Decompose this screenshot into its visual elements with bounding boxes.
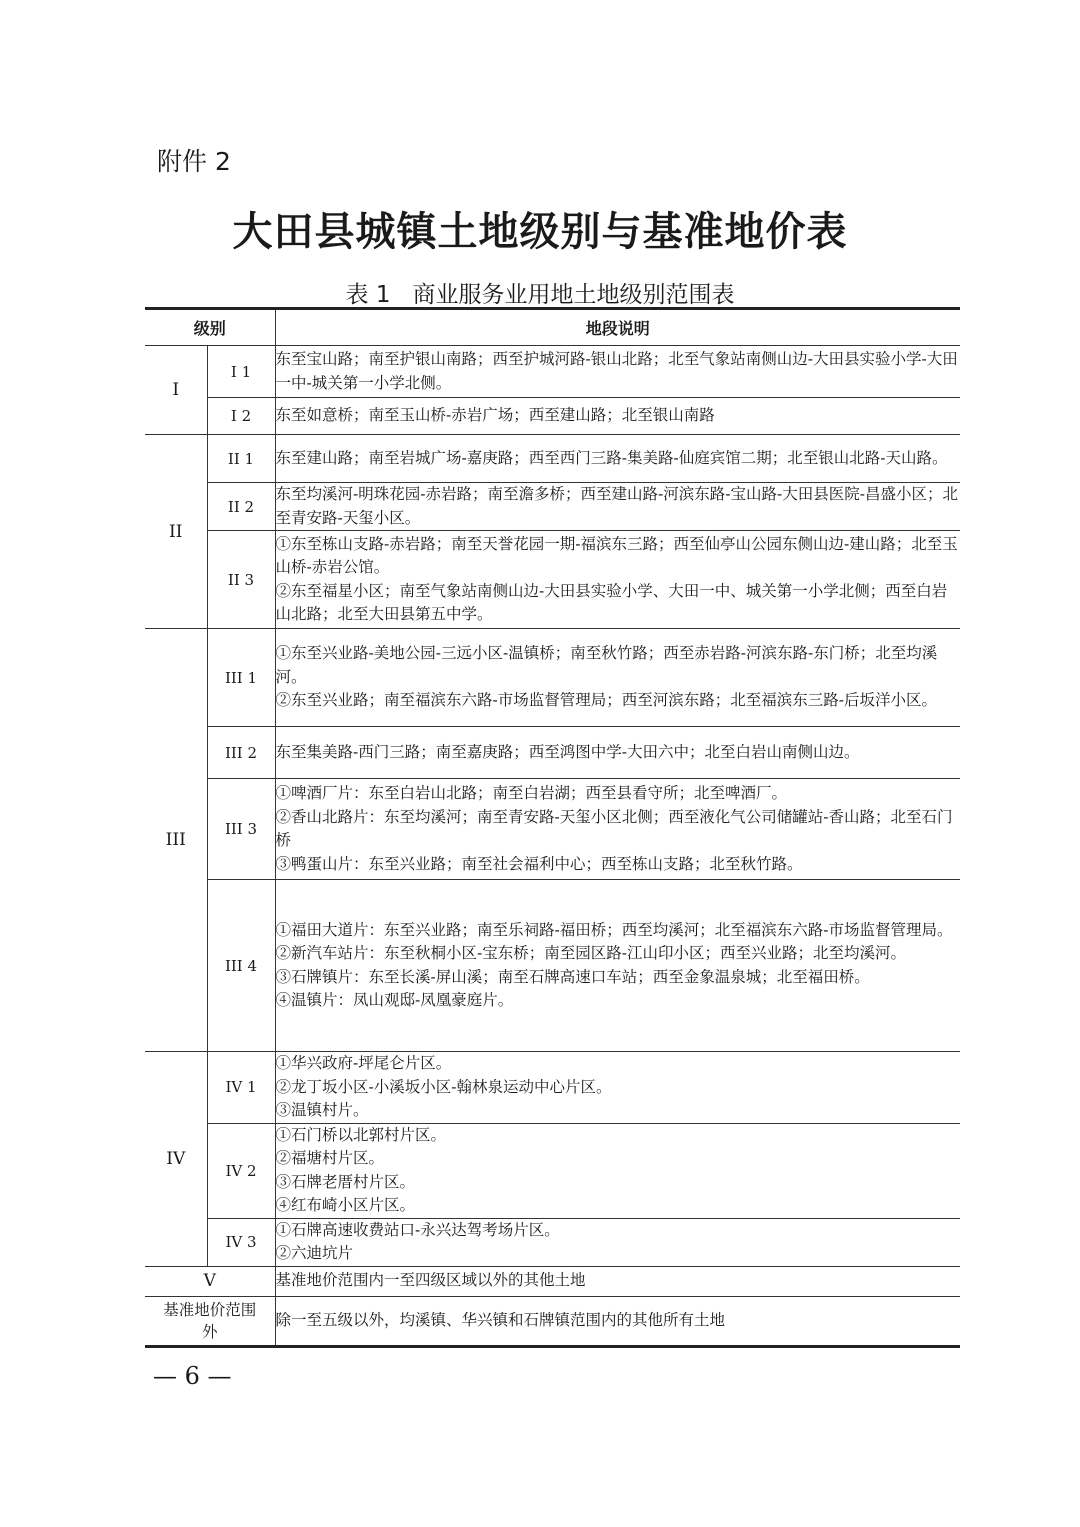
description-line: 东至均溪河-明珠花园-赤岩路；南至澹多桥；西至建山路-河滨东路-宝山路-大田县医院-昌盛小区；北至青安路-天玺小区。 (275, 485, 958, 527)
table-row (145, 1123, 960, 1218)
level-cell: IV (145, 1052, 207, 1267)
sublevel-cell: III 4 (207, 880, 275, 1052)
description-line: ②六迪坑片 (275, 1244, 354, 1262)
description-line: ②龙丁坂小区-小溪坂小区-翰林泉运动中心片区。 (275, 1077, 612, 1096)
table-row (145, 435, 960, 483)
page-number: — 6 — (153, 1362, 232, 1390)
table-row (145, 629, 960, 727)
description-line: ③温镇村片。 (275, 1101, 369, 1119)
table-row (145, 531, 960, 629)
document-title: 大田县城镇土地级别与基准地价表 (232, 208, 848, 255)
description-line: ③石牌老厝村片区。 (275, 1172, 416, 1191)
description-cell (275, 779, 960, 880)
table-row (145, 1218, 960, 1266)
description-line: ①福田大道片：东至兴业路；南至乐祠路-福田桥；西至均溪河；北至福滨东六路-市场监督管理局。 (275, 920, 953, 939)
description-cell (275, 1123, 960, 1218)
table-row (145, 398, 960, 435)
description-line: 东至如意桥；南至玉山桥-赤岩广场；西至建山路；北至银山南路 (275, 406, 715, 425)
description-line: ②香山北路片：东至均溪河；南至青安路-天玺小区北侧；西至液化气公司储罐站-香山路；北至石门桥 (275, 807, 953, 849)
description-cell (275, 531, 960, 629)
description-cell (275, 435, 960, 483)
table-body (145, 346, 960, 1347)
level-cell: III (145, 629, 207, 1052)
description-cell (275, 629, 960, 727)
sublevel-cell: II 1 (207, 435, 275, 483)
description-line: ①东至兴业路-美地公园-三远小区-温镇桥；南至秋竹路；西至赤岩路-河滨东路-东门桥；北至均溪河。 (275, 644, 938, 686)
sublevel-cell: III 2 (207, 727, 275, 779)
sublevel-cell: IV 1 (207, 1052, 275, 1124)
attachment-label: 附件 2 (157, 147, 231, 176)
outside-row (145, 1296, 960, 1346)
description-line: ③石牌镇片：东至长溪-屏山溪；南至石牌高速口车站；西至金象温泉城；北至福田桥。 (275, 967, 870, 986)
sublevel-cell: II 3 (207, 531, 275, 629)
description-cell (275, 398, 960, 435)
level-v-row (145, 1266, 960, 1296)
description-line: ②福塘村片区。 (275, 1149, 385, 1167)
description-line: ②东至福星小区；南至气象站南侧山边-大田县实验小学、大田一中、城关第一小学北侧；西至白岩山北路；北至大田县第五中学。 (275, 581, 948, 623)
description-line: 东至宝山路；南至护银山南路；西至护城河路-银山北路；北至气象站南侧山边-大田县实验小学-大田一中-城关第一小学北侧。 (275, 350, 958, 392)
level-cell: II (145, 435, 207, 629)
description-line: ②东至兴业路；南至福滨东六路-市场监督管理局；西至河滨东路；北至福滨东三路-后坂洋小区。 (275, 691, 937, 710)
sublevel-cell: II 2 (207, 483, 275, 531)
sublevel-cell: III 3 (207, 779, 275, 880)
sublevel-cell: IV 2 (207, 1123, 275, 1218)
sublevel-cell: IV 3 (207, 1218, 275, 1266)
table-row (145, 346, 960, 398)
table-caption (0, 276, 1080, 309)
level-cell: V (145, 1266, 275, 1296)
table-row (145, 483, 960, 531)
sublevel-cell: I 1 (207, 346, 275, 398)
table-row (145, 779, 960, 880)
header-level: 级别 (145, 309, 275, 346)
description-line: ①石门桥以北郭村片区。 (275, 1125, 447, 1144)
table-caption-text: 商业服务业用地土地级别范围表 (412, 282, 735, 308)
description-cell (275, 1218, 960, 1266)
description-line: 东至建山路；南至岩城广场-嘉庚路；西至西门三路-集美路-仙庭宾馆二期；北至银山北路-天山路。 (275, 448, 948, 467)
description-line: ④温镇片：凤山观邸-凤凰豪庭片。 (275, 991, 514, 1009)
description-line: ④红布崎小区片区。 (275, 1196, 416, 1214)
level-cell: I (145, 346, 207, 435)
description-cell (275, 1052, 960, 1124)
description-line: ①石牌高速收费站口-永兴达驾考场片区。 (275, 1220, 560, 1239)
description-line: ②新汽车站片：东至秋桐小区-宝东桥；南至园区路-江山印小区；西至兴业路；北至均溪河。 (275, 944, 906, 962)
description-cell (275, 880, 960, 1052)
description-line: ③鸭蛋山片：东至兴业路；南至社会福利中心；西至栋山支路；北至秋竹路。 (275, 854, 803, 873)
table-row (145, 880, 960, 1052)
sublevel-cell: I 2 (207, 398, 275, 435)
sublevel-cell: III 1 (207, 629, 275, 727)
description-line: ①啤酒厂片：东至白岩山北路；南至白岩湖；西至县看守所；北至啤酒厂。 (275, 784, 788, 802)
description-cell: 除一至五级以外，均溪镇、华兴镇和石牌镇范围内的其他所有土地 (275, 1296, 960, 1346)
description-line: 东至集美路-西门三路；南至嘉庚路；西至鸿图中学-大田六中；北至白岩山南侧山边。 (275, 742, 860, 761)
description-line: ①东至栋山支路-赤岩路；南至天誉花园一期-福滨东三路；西至仙亭山公园东侧山边-建山路；北至玉山桥-赤岩公馆。 (275, 534, 958, 576)
table-row (145, 1052, 960, 1124)
description-cell (275, 346, 960, 398)
table-number: 表 1 (345, 282, 391, 308)
table-header-row (145, 309, 960, 346)
description-cell (275, 483, 960, 531)
description-line: ①华兴政府-坪尾仑片区。 (275, 1054, 452, 1072)
description-cell: 基准地价范围内一至四级区域以外的其他土地 (275, 1266, 960, 1296)
table-row (145, 727, 960, 779)
header-description: 地段说明 (275, 309, 960, 346)
description-cell (275, 727, 960, 779)
land-grade-table (145, 307, 960, 1348)
level-cell: 基准地价范围外 (145, 1296, 275, 1346)
